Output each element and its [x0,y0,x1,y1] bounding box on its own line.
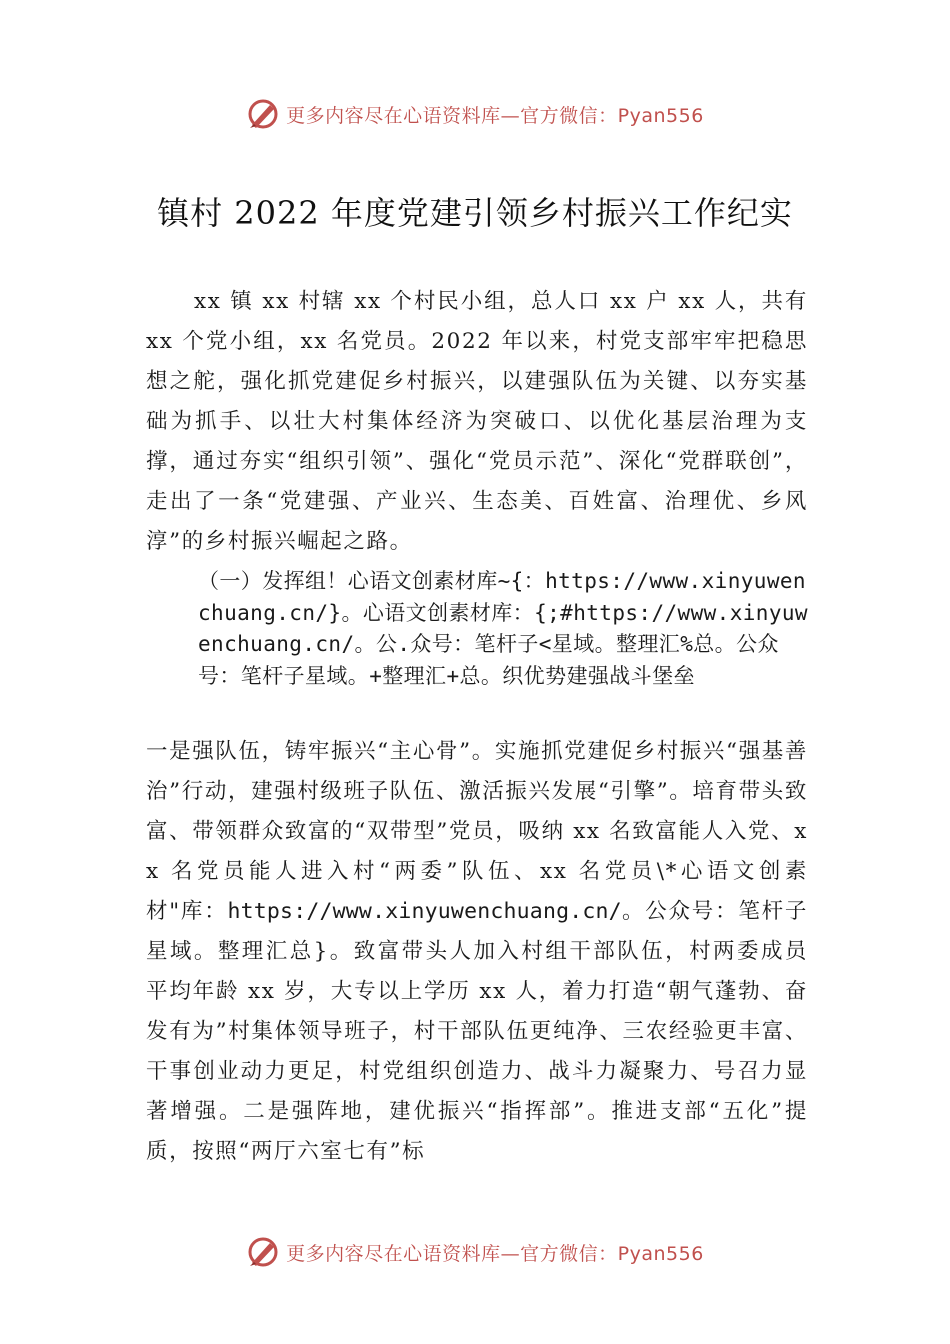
pen-logo-icon [246,1235,280,1269]
document-title: 镇村 2022 年度党建引领乡村振兴工作纪实 [157,194,793,232]
watermark-banner-top [0,94,950,134]
pen-logo-icon [246,97,280,131]
watermark-prefix: 更多内容尽在心语资料库—官方微信： [286,104,618,127]
body-paragraph-link: https://www.xinyuwenchuang.cn/ [227,899,622,924]
watermark-prefix: 更多内容尽在心语资料库—官方微信： [286,1242,618,1265]
watermark-wechat-id: Pyan556 [617,104,704,127]
section-heading: （一）发挥组！心语文创素材库~{：https://www.xinyuwenchuang.cn/}。心语文创素材库：{;#https://www.xinyuwenchuang.cn/。公.众号：笔杆子<星域。整理汇%总。公众号：笔杆子星域。+整理汇+总。织优势建强战斗堡垒 [198,569,808,688]
body-paragraph [146,732,808,1172]
body-paragraph-part-a: 一是强队伍，铸牢振兴“主心骨”。实施抓党建促乡村振兴“强基善治”行动，建强村级班子队伍、激活振兴发展“引擎”。培育带头致富、带领群众致富的“双带型”党员，吸纳 xx 名致富能人入党、xx 名党员能人进入村“两委”队伍、xx 名党员\*心语文创素材"库： [146,739,808,924]
watermark-wechat-id: Pyan556 [617,1242,704,1265]
watermark-banner-bottom [0,1232,950,1272]
body-paragraph-part-b: 。公众号：笔杆子星域。整理汇总}。致富带头人加入村组干部队伍，村两委成员平均年龄 xx 岁，大专以上学历 xx 人，着力打造“朝气蓬勃、奋发有为”村集体领导班子，村干部队伍更纯净、三农经验更丰富、干事创业动力更足，村党组织创造力、战斗力凝聚力、号召力显著增强。二是强阵地，建优振兴“指挥部”。推进支部“五化”提质，按照“两厅六室七有”标 [146,899,808,1164]
watermark-text [286,101,704,128]
watermark-text [286,1239,704,1266]
intro-paragraph: xx 镇 xx 村辖 xx 个村民小组，总人口 xx 户 xx 人，共有 xx 个党小组，xx 名党员。2022 年以来，村党支部牢牢把稳思想之舵，强化抓党建促乡村振兴，以建强队伍为关键、以夯实基础为抓手、以壮大村集体经济为突破口、以优化基层治理为支撑，通过夯实“组织引领”、强化“党员示范”、深化“党群联创”，走出了一条“党建强、产业兴、生态美、百姓富、治理优、乡风淳”的乡村振兴崛起之路。 [146,289,808,554]
